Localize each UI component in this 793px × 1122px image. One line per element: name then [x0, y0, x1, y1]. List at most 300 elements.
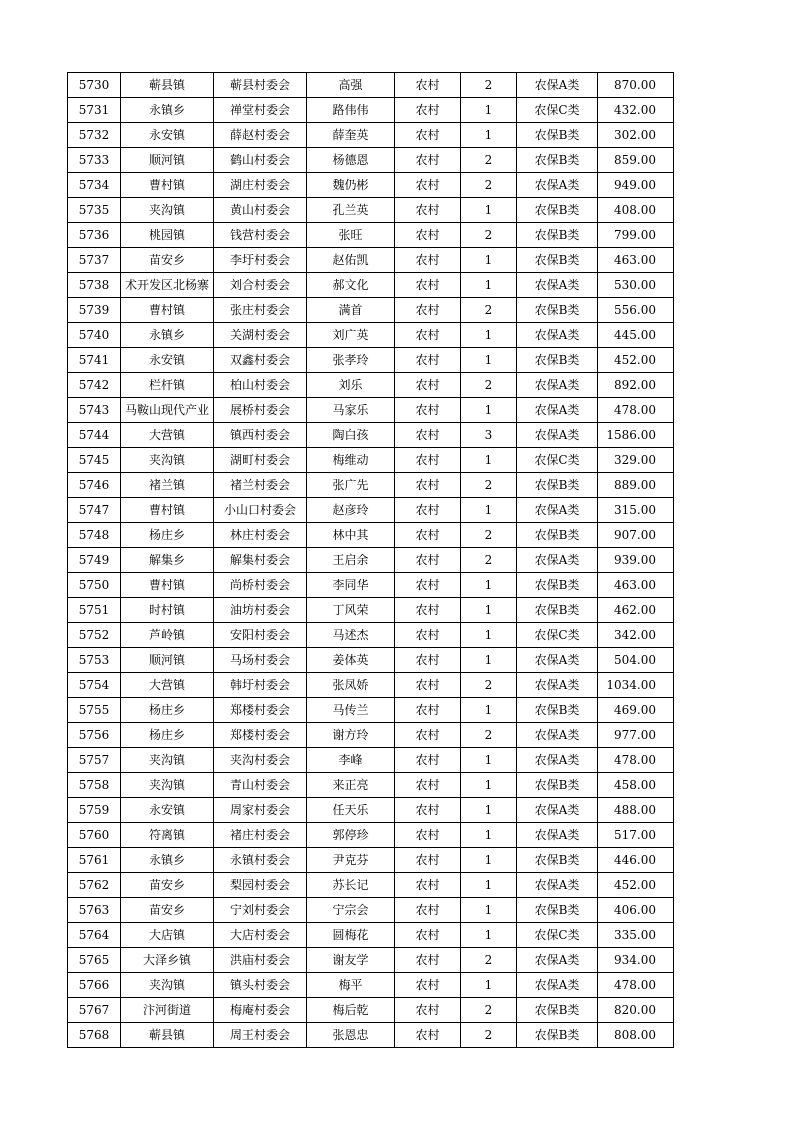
township-cell: 夹沟镇: [121, 748, 214, 773]
serial-number-cell: 5731: [68, 98, 121, 123]
village-committee-cell: 大店村委会: [214, 923, 307, 948]
table-row: [68, 923, 674, 948]
village-committee-cell: 尚桥村委会: [214, 573, 307, 598]
household-type-cell: 农村: [395, 873, 461, 898]
member-count-cell: 1: [461, 123, 517, 148]
township-cell: 汴河街道: [121, 998, 214, 1023]
household-type-cell: 农村: [395, 248, 461, 273]
member-count-cell: 2: [461, 998, 517, 1023]
insurance-category-cell: 农保B类: [517, 998, 598, 1023]
serial-number-cell: 5738: [68, 273, 121, 298]
table-row: [68, 798, 674, 823]
household-type-cell: 农村: [395, 73, 461, 98]
person-name-cell: 郝文化: [307, 273, 395, 298]
table-row: [68, 348, 674, 373]
person-name-cell: 满首: [307, 298, 395, 323]
amount-cell: 977.00: [598, 723, 674, 748]
member-count-cell: 1: [461, 823, 517, 848]
household-type-cell: 农村: [395, 673, 461, 698]
table-row: [68, 198, 674, 223]
serial-number-cell: 5761: [68, 848, 121, 873]
person-name-cell: 陶白孩: [307, 423, 395, 448]
household-type-cell: 农村: [395, 298, 461, 323]
person-name-cell: 王启余: [307, 548, 395, 573]
village-committee-cell: 李圩村委会: [214, 248, 307, 273]
person-name-cell: 梅平: [307, 973, 395, 998]
member-count-cell: 1: [461, 848, 517, 873]
table-row: [68, 298, 674, 323]
person-name-cell: 马家乐: [307, 398, 395, 423]
village-committee-cell: 小山口村委会: [214, 498, 307, 523]
person-name-cell: 姜体英: [307, 648, 395, 673]
table-row: [68, 748, 674, 773]
member-count-cell: 1: [461, 598, 517, 623]
amount-cell: 406.00: [598, 898, 674, 923]
township-cell: 永安镇: [121, 123, 214, 148]
township-cell: 大店镇: [121, 923, 214, 948]
serial-number-cell: 5755: [68, 698, 121, 723]
village-committee-cell: 郑楼村委会: [214, 698, 307, 723]
village-committee-cell: 韩圩村委会: [214, 673, 307, 698]
village-committee-cell: 永镇村委会: [214, 848, 307, 873]
member-count-cell: 1: [461, 648, 517, 673]
serial-number-cell: 5736: [68, 223, 121, 248]
member-count-cell: 2: [461, 948, 517, 973]
member-count-cell: 1: [461, 873, 517, 898]
amount-cell: 463.00: [598, 573, 674, 598]
member-count-cell: 1: [461, 623, 517, 648]
village-committee-cell: 双鑫村委会: [214, 348, 307, 373]
serial-number-cell: 5754: [68, 673, 121, 698]
household-type-cell: 农村: [395, 848, 461, 873]
amount-cell: 859.00: [598, 148, 674, 173]
member-count-cell: 1: [461, 398, 517, 423]
township-cell: 褚兰镇: [121, 473, 214, 498]
insurance-category-cell: 农保A类: [517, 548, 598, 573]
village-committee-cell: 刘合村委会: [214, 273, 307, 298]
village-committee-cell: 夹沟村委会: [214, 748, 307, 773]
village-committee-cell: 洪庙村委会: [214, 948, 307, 973]
person-name-cell: 赵彦玲: [307, 498, 395, 523]
village-committee-cell: 褚庄村委会: [214, 823, 307, 848]
amount-cell: 820.00: [598, 998, 674, 1023]
serial-number-cell: 5762: [68, 873, 121, 898]
village-committee-cell: 镇头村委会: [214, 973, 307, 998]
insurance-category-cell: 农保B类: [517, 1023, 598, 1048]
serial-number-cell: 5735: [68, 198, 121, 223]
member-count-cell: 1: [461, 798, 517, 823]
insurance-category-cell: 农保B类: [517, 773, 598, 798]
insurance-category-cell: 农保A类: [517, 748, 598, 773]
table-row: [68, 848, 674, 873]
serial-number-cell: 5743: [68, 398, 121, 423]
household-type-cell: 农村: [395, 473, 461, 498]
table-row: [68, 898, 674, 923]
table-row: [68, 573, 674, 598]
person-name-cell: 李同华: [307, 573, 395, 598]
person-name-cell: 任天乐: [307, 798, 395, 823]
person-name-cell: 杨德恩: [307, 148, 395, 173]
household-type-cell: 农村: [395, 323, 461, 348]
table-row: [68, 773, 674, 798]
insurance-category-cell: 农保A类: [517, 723, 598, 748]
serial-number-cell: 5760: [68, 823, 121, 848]
insurance-category-cell: 农保B类: [517, 698, 598, 723]
township-cell: 符离镇: [121, 823, 214, 848]
insurance-category-cell: 农保B类: [517, 198, 598, 223]
member-count-cell: 2: [461, 173, 517, 198]
member-count-cell: 1: [461, 248, 517, 273]
insurance-category-cell: 农保A类: [517, 798, 598, 823]
township-cell: 马鞍山现代产业: [121, 398, 214, 423]
amount-cell: 949.00: [598, 173, 674, 198]
serial-number-cell: 5742: [68, 373, 121, 398]
amount-cell: 446.00: [598, 848, 674, 873]
person-name-cell: 林中其: [307, 523, 395, 548]
person-name-cell: 薛奎英: [307, 123, 395, 148]
table-row: [68, 648, 674, 673]
township-cell: 永镇乡: [121, 848, 214, 873]
household-type-cell: 农村: [395, 173, 461, 198]
roster-table: [67, 72, 674, 1048]
insurance-category-cell: 农保A类: [517, 398, 598, 423]
township-cell: 术开发区北杨寨: [121, 273, 214, 298]
table-row: [68, 398, 674, 423]
table-row: [68, 723, 674, 748]
township-cell: 夹沟镇: [121, 448, 214, 473]
township-cell: 苗安乡: [121, 873, 214, 898]
member-count-cell: 1: [461, 348, 517, 373]
table-row: [68, 523, 674, 548]
village-committee-cell: 林庄村委会: [214, 523, 307, 548]
household-type-cell: 农村: [395, 723, 461, 748]
household-type-cell: 农村: [395, 423, 461, 448]
insurance-category-cell: 农保B类: [517, 523, 598, 548]
insurance-category-cell: 农保B类: [517, 473, 598, 498]
household-type-cell: 农村: [395, 223, 461, 248]
serial-number-cell: 5764: [68, 923, 121, 948]
village-committee-cell: 钱营村委会: [214, 223, 307, 248]
village-committee-cell: 解集村委会: [214, 548, 307, 573]
township-cell: 大泽乡镇: [121, 948, 214, 973]
person-name-cell: 刘乐: [307, 373, 395, 398]
amount-cell: 469.00: [598, 698, 674, 723]
village-committee-cell: 梅庵村委会: [214, 998, 307, 1023]
person-name-cell: 张恩忠: [307, 1023, 395, 1048]
village-committee-cell: 安阳村委会: [214, 623, 307, 648]
insurance-category-cell: 农保B类: [517, 298, 598, 323]
village-committee-cell: 周家村委会: [214, 798, 307, 823]
serial-number-cell: 5751: [68, 598, 121, 623]
household-type-cell: 农村: [395, 823, 461, 848]
amount-cell: 1034.00: [598, 673, 674, 698]
insurance-category-cell: 农保C类: [517, 623, 598, 648]
person-name-cell: 刘广英: [307, 323, 395, 348]
serial-number-cell: 5767: [68, 998, 121, 1023]
insurance-category-cell: 农保A类: [517, 73, 598, 98]
table-row: [68, 123, 674, 148]
household-type-cell: 农村: [395, 373, 461, 398]
person-name-cell: 来正亮: [307, 773, 395, 798]
table-row: [68, 548, 674, 573]
township-cell: 桃园镇: [121, 223, 214, 248]
member-count-cell: 1: [461, 573, 517, 598]
amount-cell: 808.00: [598, 1023, 674, 1048]
serial-number-cell: 5753: [68, 648, 121, 673]
household-type-cell: 农村: [395, 648, 461, 673]
table-row: [68, 823, 674, 848]
household-type-cell: 农村: [395, 948, 461, 973]
household-type-cell: 农村: [395, 798, 461, 823]
township-cell: 芦岭镇: [121, 623, 214, 648]
township-cell: 曹村镇: [121, 173, 214, 198]
village-committee-cell: 黄山村委会: [214, 198, 307, 223]
member-count-cell: 1: [461, 923, 517, 948]
insurance-category-cell: 农保A类: [517, 498, 598, 523]
amount-cell: 870.00: [598, 73, 674, 98]
township-cell: 夹沟镇: [121, 773, 214, 798]
amount-cell: 452.00: [598, 348, 674, 373]
township-cell: 杨庄乡: [121, 698, 214, 723]
amount-cell: 315.00: [598, 498, 674, 523]
serial-number-cell: 5737: [68, 248, 121, 273]
table-row: [68, 623, 674, 648]
member-count-cell: 2: [461, 148, 517, 173]
member-count-cell: 3: [461, 423, 517, 448]
household-type-cell: 农村: [395, 923, 461, 948]
serial-number-cell: 5747: [68, 498, 121, 523]
amount-cell: 342.00: [598, 623, 674, 648]
serial-number-cell: 5744: [68, 423, 121, 448]
member-count-cell: 2: [461, 373, 517, 398]
member-count-cell: 2: [461, 723, 517, 748]
serial-number-cell: 5763: [68, 898, 121, 923]
member-count-cell: 1: [461, 748, 517, 773]
table-row: [68, 948, 674, 973]
table-row: [68, 448, 674, 473]
township-cell: 大营镇: [121, 673, 214, 698]
serial-number-cell: 5734: [68, 173, 121, 198]
township-cell: 永镇乡: [121, 98, 214, 123]
household-type-cell: 农村: [395, 273, 461, 298]
table-row: [68, 423, 674, 448]
member-count-cell: 1: [461, 323, 517, 348]
township-cell: 曹村镇: [121, 573, 214, 598]
person-name-cell: 路伟伟: [307, 98, 395, 123]
township-cell: 栏杆镇: [121, 373, 214, 398]
serial-number-cell: 5757: [68, 748, 121, 773]
serial-number-cell: 5740: [68, 323, 121, 348]
person-name-cell: 张孝玲: [307, 348, 395, 373]
village-committee-cell: 禅堂村委会: [214, 98, 307, 123]
household-type-cell: 农村: [395, 573, 461, 598]
insurance-category-cell: 农保A类: [517, 373, 598, 398]
household-type-cell: 农村: [395, 398, 461, 423]
member-count-cell: 2: [461, 673, 517, 698]
table-row: [68, 998, 674, 1023]
household-type-cell: 农村: [395, 598, 461, 623]
member-count-cell: 1: [461, 448, 517, 473]
serial-number-cell: 5768: [68, 1023, 121, 1048]
insurance-category-cell: 农保C类: [517, 448, 598, 473]
serial-number-cell: 5732: [68, 123, 121, 148]
village-committee-cell: 蕲县村委会: [214, 73, 307, 98]
member-count-cell: 1: [461, 98, 517, 123]
table-row: [68, 223, 674, 248]
person-name-cell: 苏长记: [307, 873, 395, 898]
township-cell: 顺河镇: [121, 648, 214, 673]
member-count-cell: 1: [461, 498, 517, 523]
table-row: [68, 98, 674, 123]
table-row: [68, 373, 674, 398]
village-committee-cell: 薛赵村委会: [214, 123, 307, 148]
table-row: [68, 323, 674, 348]
insurance-category-cell: 农保A类: [517, 423, 598, 448]
table-row: [68, 1023, 674, 1048]
township-cell: 顺河镇: [121, 148, 214, 173]
village-committee-cell: 湖庄村委会: [214, 173, 307, 198]
amount-cell: 302.00: [598, 123, 674, 148]
household-type-cell: 农村: [395, 773, 461, 798]
household-type-cell: 农村: [395, 548, 461, 573]
table-row: [68, 473, 674, 498]
village-committee-cell: 展桥村委会: [214, 398, 307, 423]
insurance-category-cell: 农保B类: [517, 573, 598, 598]
township-cell: 曹村镇: [121, 298, 214, 323]
serial-number-cell: 5739: [68, 298, 121, 323]
table-row: [68, 248, 674, 273]
township-cell: 夹沟镇: [121, 973, 214, 998]
serial-number-cell: 5746: [68, 473, 121, 498]
insurance-category-cell: 农保B类: [517, 123, 598, 148]
township-cell: 永镇乡: [121, 323, 214, 348]
insurance-category-cell: 农保B类: [517, 348, 598, 373]
serial-number-cell: 5748: [68, 523, 121, 548]
person-name-cell: 孔兰英: [307, 198, 395, 223]
table-row: [68, 973, 674, 998]
person-name-cell: 马述杰: [307, 623, 395, 648]
person-name-cell: 李峰: [307, 748, 395, 773]
insurance-category-cell: 农保B类: [517, 223, 598, 248]
township-cell: 永安镇: [121, 798, 214, 823]
insurance-category-cell: 农保A类: [517, 173, 598, 198]
table-row: [68, 873, 674, 898]
amount-cell: 462.00: [598, 598, 674, 623]
person-name-cell: 尹克芬: [307, 848, 395, 873]
township-cell: 永安镇: [121, 348, 214, 373]
person-name-cell: 谢方玲: [307, 723, 395, 748]
insurance-category-cell: 农保B类: [517, 148, 598, 173]
person-name-cell: 张广先: [307, 473, 395, 498]
amount-cell: 1586.00: [598, 423, 674, 448]
amount-cell: 939.00: [598, 548, 674, 573]
household-type-cell: 农村: [395, 123, 461, 148]
person-name-cell: 马传兰: [307, 698, 395, 723]
member-count-cell: 2: [461, 73, 517, 98]
person-name-cell: 高强: [307, 73, 395, 98]
amount-cell: 556.00: [598, 298, 674, 323]
amount-cell: 799.00: [598, 223, 674, 248]
township-cell: 解集乡: [121, 548, 214, 573]
insurance-category-cell: 农保B类: [517, 598, 598, 623]
table-row: [68, 73, 674, 98]
amount-cell: 408.00: [598, 198, 674, 223]
amount-cell: 329.00: [598, 448, 674, 473]
township-cell: 时村镇: [121, 598, 214, 623]
table-row: [68, 273, 674, 298]
serial-number-cell: 5765: [68, 948, 121, 973]
township-cell: 蕲县镇: [121, 1023, 214, 1048]
insurance-category-cell: 农保C类: [517, 98, 598, 123]
roster-table-body: [68, 73, 674, 1048]
table-row: [68, 698, 674, 723]
amount-cell: 432.00: [598, 98, 674, 123]
serial-number-cell: 5759: [68, 798, 121, 823]
table-row: [68, 148, 674, 173]
township-cell: 苗安乡: [121, 898, 214, 923]
amount-cell: 452.00: [598, 873, 674, 898]
table-row: [68, 673, 674, 698]
serial-number-cell: 5766: [68, 973, 121, 998]
serial-number-cell: 5741: [68, 348, 121, 373]
member-count-cell: 1: [461, 898, 517, 923]
insurance-category-cell: 农保A类: [517, 948, 598, 973]
insurance-category-cell: 农保A类: [517, 873, 598, 898]
insurance-category-cell: 农保A类: [517, 823, 598, 848]
person-name-cell: 赵佑凯: [307, 248, 395, 273]
insurance-category-cell: 农保A类: [517, 973, 598, 998]
household-type-cell: 农村: [395, 198, 461, 223]
insurance-category-cell: 农保A类: [517, 673, 598, 698]
village-committee-cell: 柏山村委会: [214, 373, 307, 398]
person-name-cell: 郭停珍: [307, 823, 395, 848]
person-name-cell: 梅后乾: [307, 998, 395, 1023]
township-cell: 夹沟镇: [121, 198, 214, 223]
household-type-cell: 农村: [395, 148, 461, 173]
township-cell: 杨庄乡: [121, 723, 214, 748]
township-cell: 蕲县镇: [121, 73, 214, 98]
township-cell: 曹村镇: [121, 498, 214, 523]
household-type-cell: 农村: [395, 1023, 461, 1048]
township-cell: 大营镇: [121, 423, 214, 448]
insurance-category-cell: 农保A类: [517, 273, 598, 298]
person-name-cell: 张凤娇: [307, 673, 395, 698]
serial-number-cell: 5750: [68, 573, 121, 598]
serial-number-cell: 5733: [68, 148, 121, 173]
amount-cell: 889.00: [598, 473, 674, 498]
household-type-cell: 农村: [395, 748, 461, 773]
village-committee-cell: 周王村委会: [214, 1023, 307, 1048]
amount-cell: 478.00: [598, 973, 674, 998]
amount-cell: 488.00: [598, 798, 674, 823]
person-name-cell: 梅维动: [307, 448, 395, 473]
serial-number-cell: 5756: [68, 723, 121, 748]
insurance-category-cell: 农保B类: [517, 898, 598, 923]
table-row: [68, 173, 674, 198]
member-count-cell: 2: [461, 298, 517, 323]
serial-number-cell: 5758: [68, 773, 121, 798]
serial-number-cell: 5752: [68, 623, 121, 648]
household-type-cell: 农村: [395, 498, 461, 523]
table-row: [68, 498, 674, 523]
insurance-category-cell: 农保C类: [517, 923, 598, 948]
village-committee-cell: 张庄村委会: [214, 298, 307, 323]
amount-cell: 458.00: [598, 773, 674, 798]
serial-number-cell: 5749: [68, 548, 121, 573]
village-committee-cell: 梨园村委会: [214, 873, 307, 898]
member-count-cell: 1: [461, 198, 517, 223]
amount-cell: 907.00: [598, 523, 674, 548]
